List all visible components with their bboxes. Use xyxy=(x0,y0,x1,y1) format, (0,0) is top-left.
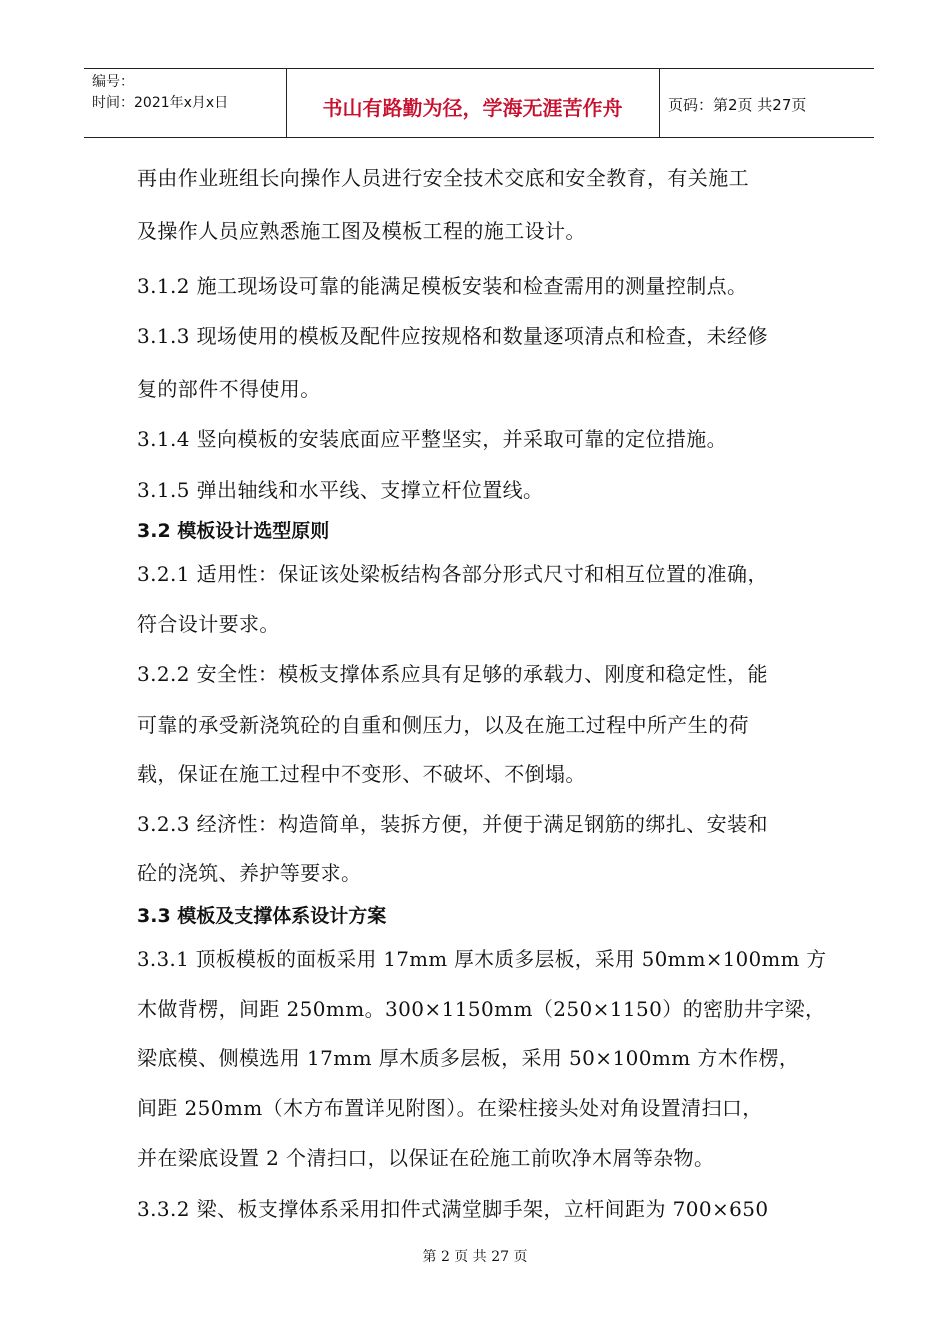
body-line: 3.1.5 弹出轴线和水平线、支撑立杆位置线。 xyxy=(137,478,544,502)
body-line: 间距 250mm（木方布置详见附图）。在梁柱接头处对角设置清扫口， xyxy=(137,1096,763,1120)
body-line: 3.2.3 经济性：构造简单，装拆方便，并便于满足钢筋的绑扎、安装和 xyxy=(137,812,768,836)
body-line: 载，保证在施工过程中不变形、不破坏、不倒塌。 xyxy=(137,762,586,786)
body-line: 3.1.2 施工现场设可靠的能满足模板安装和检查需用的测量控制点。 xyxy=(137,274,748,298)
page-header xyxy=(84,68,874,138)
body-line: 3.1.3 现场使用的模板及配件应按规格和数量逐项清点和检查，未经修 xyxy=(137,324,768,348)
body-line: 梁底模、侧模选用 17mm 厚木质多层板，采用 50×100mm 方木作楞， xyxy=(137,1046,800,1070)
header-page-code: 页码：第2页 共27页 xyxy=(668,96,807,114)
body-line: 3.2.1 适用性：保证该处梁板结构各部分形式尺寸和相互位置的准确， xyxy=(137,562,768,586)
body-line: 3.1.4 竖向模板的安装底面应平整坚实，并采取可靠的定位措施。 xyxy=(137,427,728,451)
body-line: 及操作人员应熟悉施工图及模板工程的施工设计。 xyxy=(137,219,586,243)
body-line: 3.3.2 梁、板支撑体系采用扣件式满堂脚手架，立杆间距为 700×650 xyxy=(137,1197,769,1221)
document-number-label: 编号： xyxy=(92,74,134,90)
body-line: 复的部件不得使用。 xyxy=(137,377,321,401)
header-info-cell xyxy=(84,69,287,137)
document-time-label: 时间：2021年x月x日 xyxy=(92,95,229,111)
body-line: 并在梁底设置 2 个清扫口，以保证在砼施工前吹净木屑等杂物。 xyxy=(137,1146,715,1170)
body-line: 再由作业班组长向操作人员进行安全技术交底和安全教育，有关施工 xyxy=(137,166,749,190)
body-line: 木做背楞，间距 250mm。300×1150mm（250×1150）的密肋井字梁， xyxy=(137,997,826,1021)
header-page-cell xyxy=(660,69,874,137)
body-line: 可靠的承受新浇筑砼的自重和侧压力，以及在施工过程中所产生的荷 xyxy=(137,713,749,737)
body-line: 砼的浇筑、养护等要求。 xyxy=(137,861,362,885)
header-motto-cell xyxy=(286,69,660,137)
section-heading: 3.3 模板及支撑体系设计方案 xyxy=(137,905,387,927)
body-line: 3.3.1 顶板模板的面板采用 17mm 厚木质多层板，采用 50mm×100mm 方 xyxy=(137,947,827,971)
section-heading: 3.2 模板设计选型原则 xyxy=(137,520,330,542)
body-line: 符合设计要求。 xyxy=(137,612,280,636)
header-motto: 书山有路勤为径，学海无涯苦作舟 xyxy=(322,96,623,120)
page-footer: 第 2 页 共 27 页 xyxy=(422,1249,528,1265)
body-line: 3.2.2 安全性：模板支撑体系应具有足够的承载力、刚度和稳定性，能 xyxy=(137,662,768,686)
